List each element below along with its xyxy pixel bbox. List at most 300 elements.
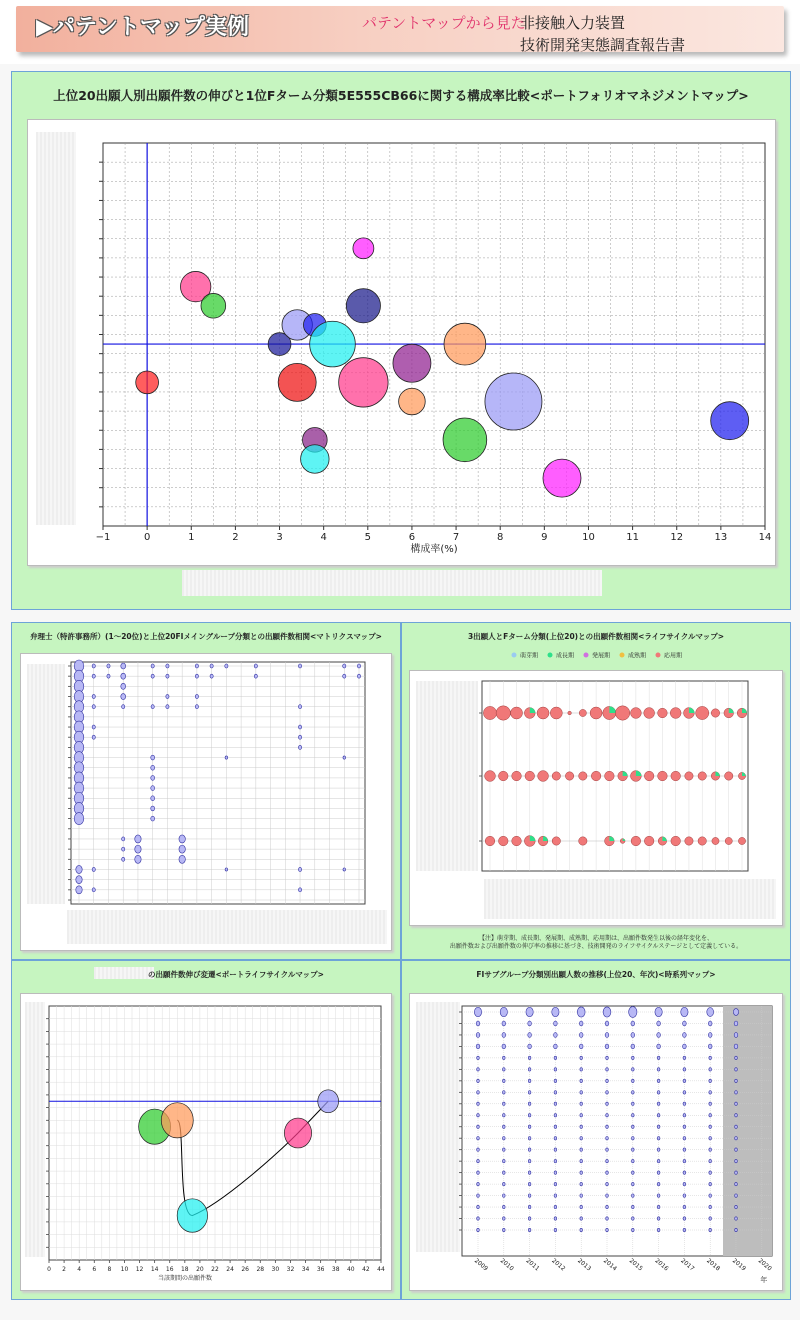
matrix-bubble — [122, 837, 125, 841]
timeseries-bubble — [526, 1007, 533, 1017]
portlife-title-blur — [94, 967, 154, 979]
x-tick-label: 28 — [256, 1266, 265, 1273]
matrix-bubble — [151, 816, 155, 821]
caption-blur — [182, 570, 602, 596]
matrix-bubble — [195, 664, 198, 668]
year-tick-label: 2019 — [730, 1257, 748, 1273]
timeseries-bubble — [735, 1079, 738, 1082]
timeseries-bubble — [632, 1102, 635, 1105]
timeseries-bubble — [683, 1056, 686, 1059]
timeseries-bubble — [632, 1068, 635, 1071]
x-tick-label: 34 — [301, 1266, 310, 1273]
lifecycle-bubble — [552, 772, 560, 780]
lifecycle-bubble — [496, 706, 510, 720]
x-tick-label: 38 — [331, 1266, 340, 1273]
timeseries-bubble — [606, 1159, 609, 1162]
timeseries-bubble — [528, 1044, 532, 1049]
timeseries-bubble — [631, 1021, 635, 1026]
lifecycle-bubble — [498, 836, 508, 846]
lifecycle-bubble — [725, 772, 733, 780]
timeseries-bubble — [683, 1148, 686, 1151]
timeseries-bubble — [735, 1205, 738, 1208]
portlife-bubble — [161, 1103, 193, 1138]
timeseries-bubble — [657, 1217, 660, 1220]
timeseries-bubble — [503, 1194, 506, 1197]
timeseries-bubble — [632, 1182, 635, 1185]
timeseries-bubble — [477, 1079, 480, 1082]
legend-label: 萌芽期 — [520, 652, 539, 660]
timeseries-bubble — [735, 1125, 738, 1128]
timeseries-bubble — [528, 1228, 531, 1231]
matrix-bubble — [166, 674, 169, 678]
legend-label: 成熟期 — [628, 652, 647, 660]
lifecycle-bubble — [565, 772, 573, 780]
lifecycle-bubble — [605, 771, 615, 781]
lifecycle-bubble — [671, 771, 681, 781]
timeseries-bubble — [709, 1194, 712, 1197]
timeseries-bubble — [734, 1021, 738, 1026]
x-tick-label: 0 — [47, 1266, 51, 1273]
matrix-bubble — [179, 845, 185, 853]
timeseries-bubble — [580, 1091, 583, 1094]
lifecycle-bubble — [511, 707, 523, 719]
lifecycle-bubble — [568, 711, 572, 715]
matrix-bubble — [107, 664, 110, 668]
timeseries-bubble — [708, 1021, 712, 1026]
timeseries-bubble — [735, 1068, 738, 1071]
timeseries-bubble — [528, 1068, 531, 1071]
matrix-bubble — [298, 725, 301, 729]
lifecycle-bubble — [525, 771, 535, 781]
bubble — [346, 289, 380, 323]
matrix-bubble — [107, 674, 110, 678]
timeseries-bubble — [606, 1228, 609, 1231]
matrix-bubble — [122, 847, 125, 851]
timeseries-bubble — [735, 1137, 738, 1140]
timeseries-bubble — [477, 1194, 480, 1197]
matrix-title: 弁理士（特許事務所）(1〜20位)と上位20FIメイングループ分類との出願件数相関<マトリクスマップ> — [30, 632, 382, 641]
timeseries-bubble — [528, 1125, 531, 1128]
timeseries-bubble — [476, 1033, 480, 1038]
timeseries-bubble — [734, 1033, 738, 1038]
lifecycle-bubble — [579, 837, 587, 845]
matrix-bubble — [151, 786, 155, 791]
timeseries-bubble — [580, 1125, 583, 1128]
lifecycle-chart-panel — [409, 670, 783, 926]
lifecycle-title: 3出願人とFターム分類(上位20)との出願件数相関<ライフサイクルマップ> — [467, 632, 725, 641]
matrix-bubble — [298, 664, 301, 668]
timeseries-bubble — [580, 1171, 583, 1174]
timeseries-bubble — [735, 1114, 738, 1117]
matrix-bubble — [357, 674, 360, 678]
timeseries-chart — [410, 994, 782, 1290]
timeseries-bubble — [528, 1182, 531, 1185]
timeseries-bubble — [579, 1044, 583, 1049]
timeseries-bubble — [683, 1114, 686, 1117]
timeseries-bubble — [554, 1102, 557, 1105]
matrix-bubble — [298, 705, 301, 709]
portfolio-chart-panel — [27, 119, 776, 566]
timeseries-bubble — [580, 1217, 583, 1220]
x-tick-label: 0 — [143, 532, 151, 543]
timeseries-bubble — [683, 1044, 687, 1049]
lifecycle-bubble — [537, 707, 549, 719]
timeseries-bubble — [632, 1056, 635, 1059]
timeseries-bubble — [709, 1137, 712, 1140]
timeseries-bubble — [632, 1125, 635, 1128]
lifecycle-bubble — [512, 771, 522, 781]
bubble — [711, 402, 749, 440]
year-tick-label: 2011 — [524, 1257, 541, 1273]
timeseries-bubble — [709, 1079, 712, 1082]
x-tick-label: 44 — [377, 1266, 385, 1273]
timeseries-bubble — [735, 1228, 738, 1231]
x-tick-label: 36 — [316, 1266, 325, 1273]
matrix-bubble — [151, 705, 154, 709]
portlife-chart — [21, 994, 391, 1290]
lifecycle-bubble — [579, 772, 587, 780]
timeseries-bubble — [683, 1125, 686, 1128]
timeseries-bubble — [580, 1159, 583, 1162]
x-tick-label: 6 — [92, 1266, 97, 1273]
timeseries-bubble — [477, 1182, 480, 1185]
timeseries-bubble — [683, 1033, 687, 1038]
timeseries-bubble — [709, 1125, 712, 1128]
timeseries-bubble — [503, 1102, 506, 1105]
timeseries-bubble — [580, 1114, 583, 1117]
timeseries-bubble — [580, 1079, 583, 1082]
header — [0, 0, 800, 64]
matrix-bubble — [343, 664, 346, 668]
matrix-bubble — [151, 674, 154, 678]
x-tick-label: 30 — [271, 1266, 280, 1273]
lifecycle-bubble — [485, 836, 495, 846]
timeseries-bubble — [632, 1228, 635, 1231]
timeseries-bubble — [629, 1007, 637, 1018]
timeseries-bubble — [709, 1205, 712, 1208]
portlife-bubble — [177, 1199, 207, 1232]
timeseries-bubble — [709, 1228, 712, 1231]
timeseries-bubble — [735, 1182, 738, 1185]
x-tick-label: −1 — [95, 532, 111, 543]
matrix-bubble — [357, 664, 360, 668]
matrix-bubble — [166, 664, 169, 668]
lifecycle-bubble — [485, 771, 496, 782]
timeseries-bubble — [528, 1217, 531, 1220]
year-tick-label: 2017 — [679, 1257, 696, 1273]
year-tick-label: 2010 — [498, 1257, 515, 1273]
timeseries-bubble — [683, 1171, 686, 1174]
timeseries-bubble — [554, 1137, 557, 1140]
lifecycle-note-1: 【注】萌芽期、成長期、発展期、成熟期、応用期は、出願件数発生以後の経年変化を、 — [478, 935, 713, 942]
legend-swatch — [548, 653, 553, 658]
timeseries-bubble — [632, 1194, 635, 1197]
x-tick-label: 3 — [276, 532, 283, 543]
timeseries-bubble — [503, 1171, 506, 1174]
timeseries-bubble — [632, 1217, 635, 1220]
bubble — [278, 363, 316, 401]
timeseries-bubble — [606, 1102, 609, 1105]
timeseries-bubble — [709, 1091, 712, 1094]
timeseries-bubble — [683, 1228, 686, 1231]
lifecycle-bubble — [512, 836, 522, 846]
timeseries-bubble — [683, 1079, 686, 1082]
x-tick-label: 32 — [286, 1266, 295, 1273]
timeseries-bubble — [503, 1228, 506, 1231]
timeseries-bubble — [528, 1021, 532, 1026]
timeseries-bubble — [631, 1044, 635, 1049]
x-tick-label: 4 — [77, 1266, 82, 1273]
bubble — [339, 358, 388, 407]
timeseries-bubble — [683, 1205, 686, 1208]
timeseries-bubble — [709, 1148, 712, 1151]
matrix-bubble — [195, 705, 198, 709]
bubble — [399, 388, 426, 415]
portlife-bubble — [284, 1118, 311, 1148]
matrix-bubble — [121, 663, 126, 669]
matrix-bubble — [166, 705, 169, 709]
matrix-bubble — [179, 835, 185, 843]
timeseries-bubble — [657, 1091, 660, 1094]
plot-area — [71, 662, 365, 904]
matrix-bubble — [122, 857, 125, 861]
timeseries-bubble — [477, 1171, 480, 1174]
timeseries-bubble — [606, 1091, 609, 1094]
timeseries-bubble — [503, 1125, 506, 1128]
timeseries-bubble — [503, 1079, 506, 1082]
timeseries-bubble — [528, 1102, 531, 1105]
matrix-bubble — [166, 695, 169, 699]
matrix-bubble — [92, 867, 95, 871]
matrix-chart-panel — [20, 653, 392, 951]
timeseries-bubble — [528, 1205, 531, 1208]
year-tick-label: 2009 — [472, 1257, 490, 1273]
year-tick-label: 2015 — [627, 1257, 644, 1273]
matrix-section — [11, 622, 401, 960]
x-tick-label: 8 — [497, 532, 504, 543]
lifecycle-bubble — [552, 837, 560, 845]
bubble — [485, 373, 542, 430]
lifecycle-bubble — [550, 707, 562, 719]
timeseries-bubble — [477, 1125, 480, 1128]
timeseries-bubble — [476, 1044, 480, 1049]
x-tick-label: 12 — [670, 532, 684, 543]
lifecycle-bubble — [590, 707, 602, 719]
timeseries-bubble — [580, 1228, 583, 1231]
matrix-bubble — [343, 868, 346, 871]
timeseries-bubble — [528, 1137, 531, 1140]
lifecycle-bubble — [671, 836, 681, 846]
timeseries-bubble — [657, 1205, 660, 1208]
matrix-bubble — [151, 755, 155, 760]
timeseries-bubble — [683, 1102, 686, 1105]
lifecycle-bubble — [698, 837, 706, 845]
x-tick-label: 14 — [150, 1266, 159, 1273]
timeseries-bubble — [657, 1102, 660, 1105]
timeseries-bubble — [606, 1217, 609, 1220]
timeseries-bubble — [735, 1194, 738, 1197]
timeseries-bubble — [606, 1068, 609, 1071]
lifecycle-bubble — [644, 771, 654, 781]
matrix-bubble — [92, 735, 95, 739]
timeseries-bubble — [528, 1148, 531, 1151]
timeseries-bubble — [554, 1148, 557, 1151]
x-tick-label: 6 — [408, 532, 416, 543]
matrix-bubble — [225, 868, 228, 871]
timeseries-bubble — [735, 1171, 738, 1174]
timeseries-bubble — [554, 1079, 557, 1082]
timeseries-bubble — [657, 1182, 660, 1185]
timeseries-bubble — [580, 1102, 583, 1105]
x-tick-label: 4 — [320, 532, 327, 543]
matrix-bubble — [76, 886, 82, 894]
page-title: ▶パテントマップ実例 — [36, 15, 249, 40]
bubble — [443, 418, 487, 462]
year-tick-label: 2020 — [756, 1257, 773, 1273]
timeseries-bubble — [528, 1159, 531, 1162]
timeseries-bubble — [683, 1021, 687, 1026]
timeseries-bubble — [632, 1091, 635, 1094]
timeseries-bubble — [477, 1148, 480, 1151]
timeseries-bubble — [500, 1007, 507, 1017]
timeseries-bubble — [580, 1056, 583, 1059]
matrix-bubble — [298, 735, 301, 739]
matrix-bubble — [121, 694, 126, 700]
timeseries-bubble — [502, 1021, 506, 1026]
portfolio-title: 上位20出願人別出願件数の伸びと1位Fターム分類5E555CB66に関する構成率比較<ポートフォリオマネジメントマップ> — [53, 88, 749, 103]
timeseries-bubble — [632, 1079, 635, 1082]
timeseries-bubble — [655, 1007, 662, 1017]
timeseries-bubble — [606, 1056, 609, 1059]
timeseries-bubble — [554, 1159, 557, 1162]
bubble — [543, 459, 581, 497]
bubble — [444, 323, 486, 365]
timeseries-bubble — [631, 1033, 635, 1038]
timeseries-bubble — [554, 1091, 557, 1094]
matrix-bubble — [92, 705, 95, 709]
timeseries-bubble — [709, 1056, 712, 1059]
timeseries-bubble — [683, 1194, 686, 1197]
portfolio-chart — [28, 120, 775, 565]
matrix-bubble — [298, 888, 301, 892]
timeseries-bubble — [657, 1044, 661, 1049]
x-tick-label: 12 — [135, 1266, 144, 1273]
bubble — [301, 445, 330, 474]
lifecycle-bubble — [711, 709, 719, 717]
matrix-bubble — [195, 674, 198, 678]
lifecycle-bubble — [631, 836, 641, 846]
timeseries-bubble — [580, 1137, 583, 1140]
lifecycle-bubble — [698, 772, 706, 780]
bubble — [393, 344, 431, 382]
timeseries-bubble — [632, 1171, 635, 1174]
timeseries-bubble — [606, 1194, 609, 1197]
timeseries-title: FIサブグループ分類別出願人数の推移(上位20、年次)<時系列マップ> — [476, 970, 716, 979]
year-tick-label: 2016 — [653, 1257, 670, 1273]
legend-swatch — [620, 653, 625, 658]
timeseries-bubble — [709, 1217, 712, 1220]
matrix-chart — [21, 654, 391, 950]
x-axis-label: 当該期間の出願件数 — [157, 1275, 213, 1282]
timeseries-bubble — [709, 1114, 712, 1117]
timeseries-bubble — [632, 1137, 635, 1140]
lifecycle-bubble — [712, 837, 719, 844]
timeseries-bubble — [632, 1114, 635, 1117]
matrix-bubble — [135, 835, 141, 843]
matrix-bubble — [92, 664, 95, 668]
timeseries-bubble — [657, 1228, 660, 1231]
timeseries-bubble — [605, 1033, 609, 1038]
timeseries-bubble — [528, 1079, 531, 1082]
lifecycle-legend — [402, 647, 790, 663]
timeseries-bubble — [477, 1102, 480, 1105]
timeseries-bubble — [477, 1159, 480, 1162]
year-tick-label: 2013 — [576, 1257, 593, 1273]
timeseries-bubble — [657, 1159, 660, 1162]
legend-label: 成長期 — [556, 652, 575, 660]
timeseries-bubble — [605, 1021, 609, 1026]
timeseries-bubble — [580, 1194, 583, 1197]
timeseries-bubble — [503, 1056, 506, 1059]
x-tick-label: 5 — [364, 532, 371, 543]
x-tick-label: 1 — [188, 532, 195, 543]
x-tick-label: 2 — [232, 532, 239, 543]
timeseries-bubble — [657, 1079, 660, 1082]
x-tick-label: 22 — [211, 1266, 219, 1273]
matrix-bubble — [254, 674, 257, 678]
timeseries-bubble — [579, 1033, 583, 1038]
timeseries-bubble — [528, 1056, 531, 1059]
matrix-bubble — [151, 776, 155, 781]
timeseries-bubble — [528, 1171, 531, 1174]
timeseries-bubble — [477, 1228, 480, 1231]
timeseries-bubble — [707, 1008, 714, 1017]
timeseries-bubble — [709, 1068, 712, 1071]
timeseries-bubble — [603, 1007, 611, 1017]
timeseries-bubble — [503, 1159, 506, 1162]
timeseries-bubble — [477, 1068, 480, 1071]
x-tick-label: 10 — [582, 532, 595, 543]
timeseries-bubble — [683, 1159, 686, 1162]
timeseries-bubble — [580, 1148, 583, 1151]
lifecycle-bubble — [738, 837, 745, 844]
timeseries-bubble — [554, 1114, 557, 1117]
year-tick-label: 2014 — [601, 1257, 619, 1273]
lifecycle-bubble — [685, 837, 693, 845]
year-tick-label: 2012 — [550, 1257, 567, 1273]
matrix-bubble — [92, 888, 95, 892]
timeseries-bubble — [503, 1068, 506, 1071]
timeseries-bubble — [709, 1102, 712, 1105]
timeseries-bubble — [554, 1068, 557, 1071]
timeseries-bubble — [709, 1182, 712, 1185]
legend-swatch — [656, 653, 661, 658]
timeseries-bubble — [657, 1068, 660, 1071]
matrix-bubble — [298, 745, 301, 749]
bubble — [201, 293, 226, 318]
timeseries-bubble — [606, 1148, 609, 1151]
lifecycle-bubble — [615, 706, 629, 720]
matrix-bubble — [151, 806, 155, 811]
timeseries-bubble — [554, 1217, 557, 1220]
timeseries-bubble — [554, 1205, 557, 1208]
x-tick-label: 8 — [107, 1266, 112, 1273]
matrix-bubble — [210, 664, 213, 668]
timeseries-chart-panel — [409, 993, 783, 1291]
bubble — [136, 371, 159, 394]
timeseries-bubble — [477, 1056, 480, 1059]
lifecycle-bubble — [644, 836, 654, 846]
